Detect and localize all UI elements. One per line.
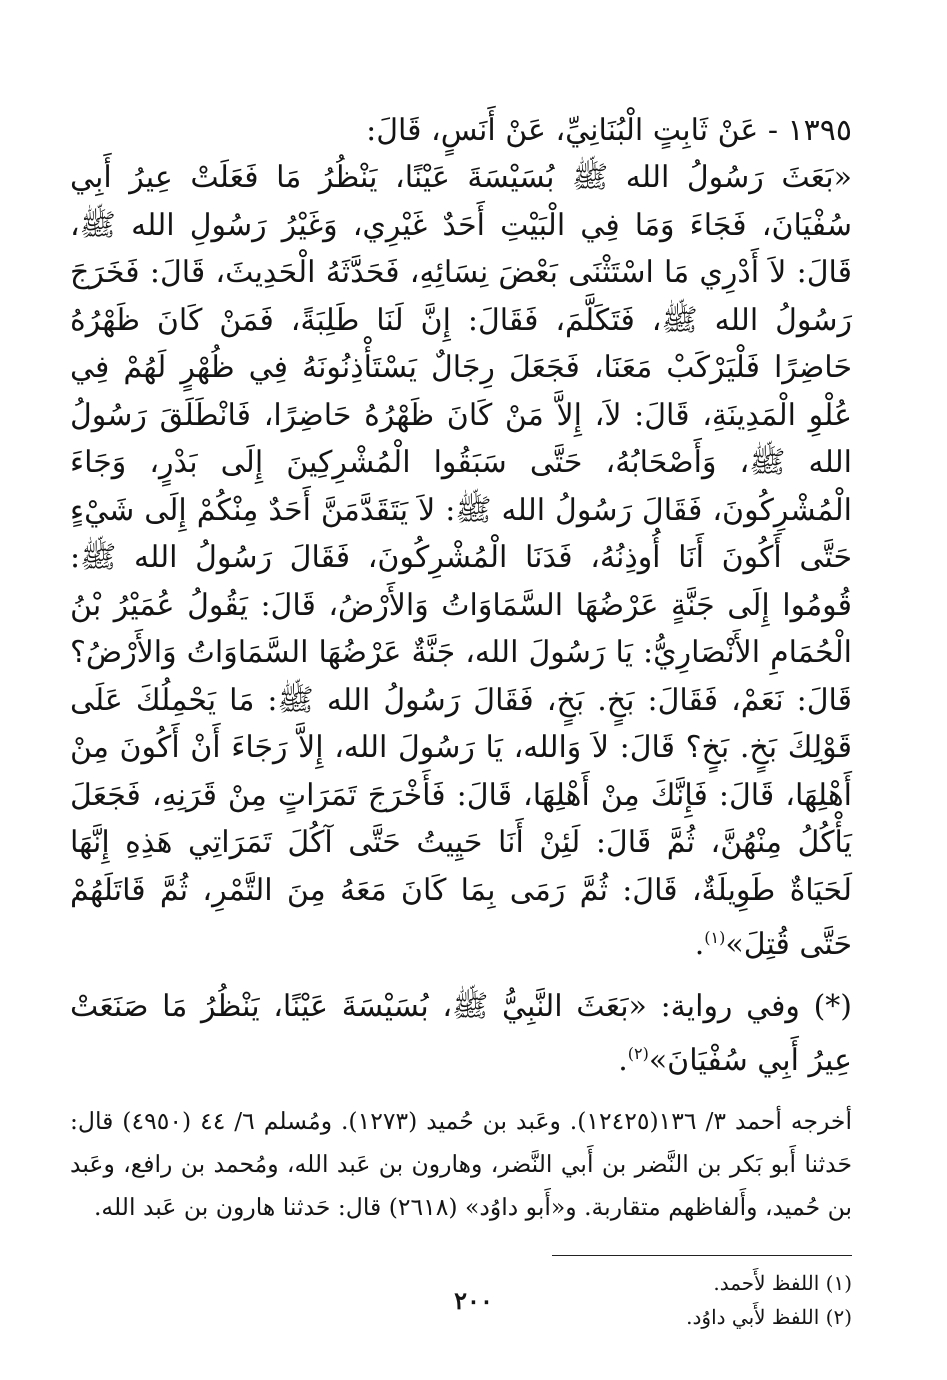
variant-end-mark: . — [618, 1042, 628, 1078]
hadith-matn: «بَعَثَ رَسُولُ الله ﷺ بُسَيْسَةَ عَيْنًا، يَنْظُرُ مَا فَعَلَتْ عِيرُ أَبِي سُفْيَانَ، فَجَاءَ وَمَا فِي الْبَيْتِ أَحَدٌ غَيْرِي، وَغَيْرُ رَسُولِ الله ﷺ، قَالَ: لاَ أَدْرِي مَا اسْتَثْنَى بَعْضَ نِسَائِهِ، فَحَدَّثَهُ الْحَدِيثَ، قَالَ: فَخَرَجَ رَسُولُ الله ﷺ، فَتَكَلَّمَ، فَقَالَ: إِنَّ لَنَا طَلِبَةً، فَمَنْ كَانَ ظَهْرُهُ حَاضِرًا فَلْيَرْكَبْ مَعَنَا، فَجَعَلَ رِجَالٌ يَسْتَأْذِنُونَهُ فِي ظُهْرٍ لَهُمْ فِي عُلْوِ الْمَدِينَةِ، قَالَ: لاَ، إِلاَّ مَنْ كَانَ ظَهْرُهُ حَاضِرًا، فَانْطَلَقَ رَسُولُ الله ﷺ، وَأَصْحَابُهُ، حَتَّى سَبَقُوا الْمُشْرِكِينَ إِلَى بَدْرٍ، وَجَاءَ الْمُشْرِكُونَ، فَقَالَ رَسُولُ الله ﷺ: لاَ يَتَقَدَّمَنَّ أَحَدٌ مِنْكُمْ إِلَى شَيْءٍ حَتَّى أَكُونَ أَنَا أُوذِنُهُ، فَدَنَا الْمُشْرِكُونَ، فَقَالَ رَسُولُ الله ﷺ: قُومُوا إِلَى جَنَّةٍ عَرْضُهَا السَّمَاوَاتُ وَالأَرْضُ، قَالَ: يَقُولُ عُمَيْرُ بْنُ الْحُمَامِ الأَنْصَارِيُّ: يَا رَسُولَ الله، جَنَّةٌ عَرْضُهَا السَّمَاوَاتُ وَالأَرْضُ؟ قَالَ: نَعَمْ، فَقَالَ: بَخٍ. بَخٍ، فَقَالَ رَسُولُ الله ﷺ: مَا يَحْمِلُكَ عَلَى قَوْلِكَ بَخٍ. بَخٍ؟ قَالَ: لاَ وَالله، يَا رَسُولَ الله، إِلاَّ رَجَاءَ أَنْ أَكُونَ مِنْ أَهْلِهَا، قَالَ: فَإِنَّكَ مِنْ أَهْلِهَا، قَالَ: فَأَخْرَجَ تَمَرَاتٍ مِنْ قَرَنِهِ، فَجَعَلَ يَأْكُلُ مِنْهُنَّ، ثُمَّ قَالَ: لَئِنْ أَنَا حَيِيتُ حَتَّى آكُلَ تَمَرَاتِي هَذِهِ إِنَّهَا لَحَيَاةٌ طَوِيلَةٌ، قَالَ: ثُمَّ رَمَى بِمَا كَانَ مَعَهُ مِنَ التَّمْرِ، ثُمَّ قَاتَلَهُمْ حَتَّى قُتِلَ» — [70, 160, 852, 962]
footnote-1: (١) اللفظ لأَحمد. — [713, 1270, 852, 1295]
takhrij-paragraph: أخرجه أحمد ٣/ ١٣٦(١٢٤٢٥). وعَبد بن حُميد (١٢٧٣). ومُسلم ٦/ ٤٤ (٤٩٥٠) قال: حَدثنا أَبو بَكر بن النَّضر بن أَبي النَّضر، وهارون بن عَبد الله، ومُحمد بن رافع، وعَبد بن حُميد، وأَلفاظهم متقاربة. و«أَبو داوُد» (٢٦١٨) قال: حَدثنا هارون بن عَبد الله. — [70, 1106, 852, 1221]
footnote-ref-1: (١) — [704, 928, 726, 947]
variant-text: (*) وفي رواية: «بَعَثَ النَّبِيُّ ﷺ، بُسَيْسَةَ عَيْنًا، يَنْظُرُ مَا صَنَعَتْ عِيرُ أَبِي سُفْيَانَ» — [70, 988, 852, 1078]
hadith-text — [70, 154, 852, 969]
variant-narration — [70, 983, 852, 1084]
hadith-end-mark: . — [694, 927, 705, 962]
footnote-2: (٢) اللفظ لأَبي داوُد. — [686, 1304, 852, 1329]
page-number: ٢٠٠ — [454, 1286, 493, 1315]
hadith-header: ١٣٩٥ - عَنْ ثَابِتٍ الْبُنَانِيِّ، عَنْ أَنَسٍ، قَالَ: — [366, 113, 852, 148]
footnote-ref-2: (٢) — [627, 1043, 649, 1063]
book-page — [70, 108, 852, 1380]
footnote-separator — [552, 1255, 852, 1256]
